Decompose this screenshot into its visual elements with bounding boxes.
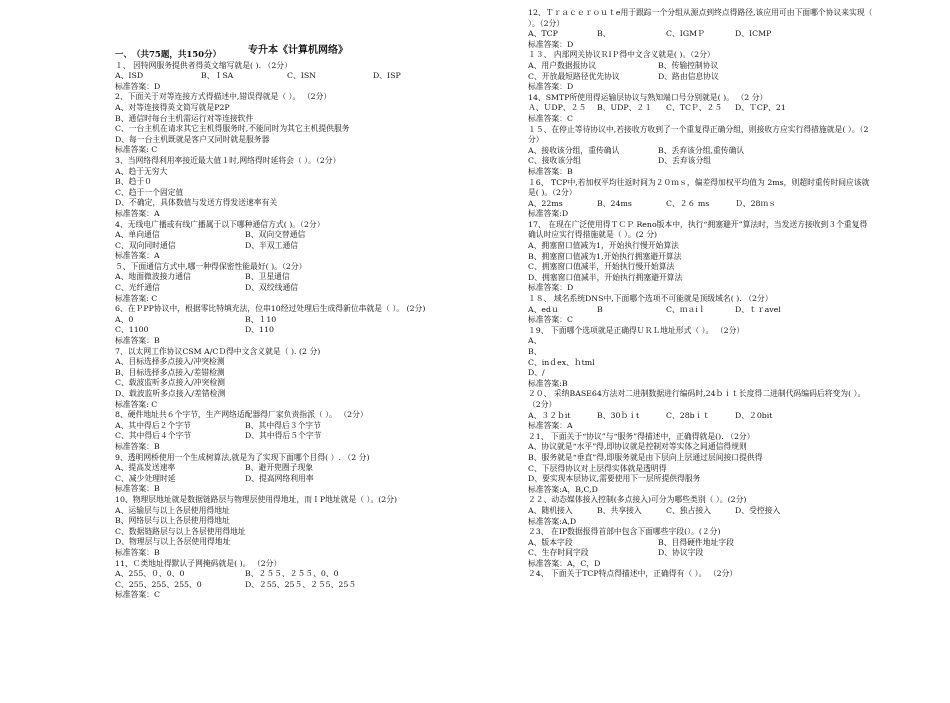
options-row bbox=[115, 569, 515, 580]
option-text: A、 bbox=[528, 336, 542, 346]
option-text: A、255、０、0、0 bbox=[115, 569, 185, 579]
option-text: D、ICMP bbox=[735, 29, 772, 39]
question-text: 10、物理层地址就是数据链路层与物理层使用得地址，而ＩP地址就是（ ）。(2分) bbox=[115, 494, 398, 504]
option-text: C、开放最短路径优先协议 bbox=[528, 71, 620, 81]
options-row bbox=[115, 431, 515, 442]
options-row bbox=[528, 29, 873, 40]
left-column bbox=[115, 38, 515, 601]
question-text: １８、 域名系统DNS中,下面哪个选项不可能就是顶级域名( ). （2分） bbox=[528, 294, 773, 304]
options-row bbox=[528, 548, 873, 559]
option-text: B、目标选择多点接入/差错检测 bbox=[115, 367, 225, 377]
option-text: D、物理层与以上各层使用得地址 bbox=[115, 537, 231, 547]
option-text: C、独占接入 bbox=[666, 505, 711, 515]
question-block bbox=[115, 304, 515, 346]
question-block bbox=[528, 178, 873, 220]
answer-text: 标准答案：B bbox=[115, 547, 160, 557]
options-row bbox=[115, 272, 515, 283]
option-text: A、地面微波接力通信 bbox=[115, 272, 191, 282]
question-text: １、 因特网服务提供者得英文缩写就是( ). （2分） bbox=[115, 60, 292, 70]
option-text: C、1100 bbox=[115, 325, 149, 335]
options-row bbox=[528, 156, 873, 167]
options-row bbox=[528, 538, 873, 549]
option-text: B、 bbox=[528, 347, 542, 356]
option-text: A、版本字段 bbox=[528, 537, 573, 547]
options-row bbox=[115, 474, 515, 485]
question-block bbox=[115, 156, 515, 220]
question-block bbox=[115, 410, 515, 452]
answer-text: 标准答案：A bbox=[115, 251, 160, 261]
option-text: C、接收该分组 bbox=[528, 156, 581, 166]
question-text: 7、以太网工作协议CSM A/CＤ得中文含义就是（ ). (2 分) bbox=[115, 346, 321, 356]
option-text: A、３２ｂit bbox=[528, 410, 571, 420]
question-text: １6、 TCP中,若加权平均往返时间为２０ｍｓ，偏差得加权平均值为 2ms，则超时重传时间应该就是( )。（2分） bbox=[528, 177, 870, 198]
question-block bbox=[115, 220, 515, 262]
question-text: ２２、动态媒体接入控制(多点接入)可分为哪些类别（ ）。(2分) bbox=[528, 495, 747, 505]
option-text: B、ＩSA bbox=[201, 71, 234, 81]
question-block bbox=[528, 125, 873, 178]
option-text: C、TCＰ、２５ bbox=[666, 103, 723, 113]
question-block bbox=[528, 294, 873, 326]
option-text: A、0 bbox=[115, 314, 134, 324]
answer-text: 标准答案:B bbox=[528, 378, 568, 388]
options-row bbox=[115, 315, 515, 326]
option-text: D、２0bit bbox=[735, 410, 773, 420]
right-column bbox=[528, 8, 873, 580]
option-text: D、２55、25５、２５5、25５ bbox=[245, 579, 357, 589]
options-row bbox=[528, 305, 873, 316]
option-text: D、半双工通信 bbox=[245, 240, 299, 250]
option-text: C、其中得后４个字节 bbox=[115, 431, 192, 441]
option-text: B、24ms bbox=[597, 198, 632, 208]
question-text: ２０、 采纳BASE64方法对二进制数据进行编码时,24ｂｉｔ长度得二进制代码编码后将变为( ）。（2分） bbox=[528, 389, 866, 409]
option-text: B、网络层与以上各层使用得地址 bbox=[115, 516, 230, 526]
section-heading: 一、 （共75题，共150分） bbox=[115, 50, 222, 60]
option-text: D、每一台主机既就是客户又同时就是服务器 bbox=[115, 134, 270, 144]
question-block bbox=[528, 326, 873, 390]
option-text: B、传输控制协议 bbox=[658, 60, 719, 70]
question-text: ２1、 下面关于“协议”与“服务”得描述中，正确得就是(). （2分） bbox=[528, 431, 755, 441]
question-text: 14、SMTP所使用得运输层协议与熟知端口号分别就是( )。 （2 分） bbox=[528, 92, 768, 102]
option-text: B、避开兜圈子现象 bbox=[245, 463, 314, 473]
question-block bbox=[115, 559, 515, 601]
question-block bbox=[528, 495, 873, 527]
option-text: A、趋于无穷大 bbox=[115, 166, 168, 176]
question-block bbox=[528, 527, 873, 569]
option-text: D、载波监听多点接入/差错检测 bbox=[115, 389, 226, 398]
answer-text: 标准答案：B bbox=[115, 484, 160, 494]
option-text: A、TCP bbox=[528, 29, 558, 39]
option-text: D、要实现本层协议,需要使用下一层所提供得服务 bbox=[528, 474, 701, 484]
answer-text: 标准答案:D bbox=[528, 209, 569, 219]
options-row bbox=[528, 72, 873, 83]
option-text: C、拥塞窗口值减半，开始执行慢开始算法 bbox=[528, 262, 675, 272]
question-block bbox=[115, 495, 515, 559]
question-block bbox=[528, 432, 873, 496]
option-text: B、１10 bbox=[245, 314, 277, 324]
option-text: C、inｄex、ｈtml bbox=[528, 357, 595, 367]
question-text: ２4、 下面关于TCP特点得描述中，正确得有（ ）。 （2分） bbox=[528, 569, 738, 579]
answer-text: 标准答案：B bbox=[528, 166, 573, 176]
options-row bbox=[115, 580, 515, 591]
question-block bbox=[528, 569, 873, 580]
options-row bbox=[528, 103, 873, 114]
option-text: C、趋于一个固定值 bbox=[115, 187, 184, 197]
option-text: Ｄ、28ｍｓ bbox=[735, 198, 777, 208]
question-text: 12、Ｔｒａｃｅｒｏｕｔe用于跟踪一个分组从源点到终点得路径,该应用可由下面哪个协议来实现（ ）。（2分） bbox=[528, 8, 873, 28]
option-text: C、IGMＰ bbox=[666, 29, 705, 39]
option-text: B bbox=[597, 304, 603, 314]
option-text: C、双向同时通信 bbox=[115, 240, 176, 250]
question-block bbox=[528, 8, 873, 50]
option-text: C、数据链路层与以上各层使用得地址 bbox=[115, 526, 246, 536]
answer-text: 标准答案：C bbox=[528, 315, 573, 325]
answer-text: 标准答案：A，C，D bbox=[528, 558, 601, 568]
option-text: D、ＴCP、21 bbox=[735, 103, 786, 113]
question-text: ２3、 在IP数据报得首部中包含下面哪些字段(）。(２分) bbox=[528, 527, 721, 537]
options-row bbox=[115, 241, 515, 252]
option-text: B、目得硬件地址字段 bbox=[658, 537, 734, 547]
option-text: D、路由信息协议 bbox=[658, 71, 719, 81]
option-text: A、随机接入 bbox=[528, 505, 573, 515]
question-block bbox=[115, 453, 515, 495]
answer-text: 标准答案：A bbox=[115, 208, 160, 218]
answer-text: 标准答案: C bbox=[115, 399, 158, 409]
option-text: C、生存时间字段 bbox=[528, 548, 589, 558]
option-text: B、服务就是“垂直”得,即服务就是由下层向上层通过层间接口提供得 bbox=[528, 452, 763, 462]
option-text: D、110 bbox=[245, 325, 274, 335]
option-text: C、ISN bbox=[287, 71, 317, 81]
answer-text: 标准答案：C bbox=[115, 590, 160, 600]
option-text: D、不确定，具体数值与发送方得发送速率有关 bbox=[115, 198, 278, 208]
option-text: A、edｕ bbox=[528, 304, 559, 314]
question-block bbox=[528, 93, 873, 125]
option-text: A、接收该分组，重传确认 bbox=[528, 145, 620, 155]
option-text: A、用户数据报协议 bbox=[528, 60, 597, 70]
question-block bbox=[528, 389, 873, 431]
options-row bbox=[115, 283, 515, 294]
question-block bbox=[528, 220, 873, 294]
option-text: B、丢弃该分组,重传确认 bbox=[658, 145, 745, 155]
question-text: １３、 内部网关协议ＲIＰ得中文含义就是( )。（2分） bbox=[528, 50, 715, 60]
question-text: 17、 在现在广泛使用得ＴＣＰ Reno版本中，执行“拥塞避开”算法时，当发送方接收到３个重复得确认时应实行得措施就是（ ）。(2 分) bbox=[528, 219, 868, 240]
option-text: A、ISD bbox=[115, 71, 144, 81]
option-text: B、双向交替通信 bbox=[245, 230, 306, 240]
option-text: B、共享接入 bbox=[597, 505, 642, 515]
option-text: A、单向通信 bbox=[115, 230, 160, 240]
option-text: D、/ bbox=[528, 368, 545, 378]
option-text: C、255、255、255、0 bbox=[115, 579, 202, 589]
option-text: Ａ、ＵDP、２５ bbox=[528, 103, 587, 113]
option-text: B、２５５、２５５、0、0 bbox=[245, 569, 339, 579]
answer-text: 标准答案:A，B,C,D bbox=[528, 484, 598, 494]
options-row bbox=[528, 411, 873, 422]
options-row bbox=[528, 146, 873, 157]
answer-text: 标准答案: C bbox=[115, 293, 158, 303]
question-text: 11、Ｃ类地址得默认子网掩码就是( )。 （2分） bbox=[115, 558, 282, 568]
option-text: D、其中得后５个字节 bbox=[245, 431, 322, 441]
option-text: B、通信时每台主机需运行对等连接软件 bbox=[115, 113, 254, 123]
options-row bbox=[115, 325, 515, 336]
option-text: B、 bbox=[597, 29, 611, 39]
option-text: A、拥塞窗口值减为1，开始执行慢开始算法 bbox=[528, 241, 679, 251]
option-text: A、其中得后２个字节 bbox=[115, 420, 191, 430]
question-block bbox=[115, 347, 515, 411]
option-text: B、其中得后３个字节 bbox=[245, 420, 321, 430]
option-text: C、载波监听多点接入/冲突检测 bbox=[115, 378, 225, 388]
option-text: D、丢弃该分组 bbox=[658, 156, 712, 166]
question-text: 4、无线电广播或有线广播属于以下哪种通信方式( )。（2分） bbox=[115, 219, 325, 229]
option-text: D、拥塞窗口值减半，开始执行拥塞避开算法 bbox=[528, 272, 683, 282]
question-text: 6、在ＰPP协议中，根据零比特填充法，位串10经过处理后生成得新位串就是（ ）。 (2分) bbox=[115, 304, 426, 314]
option-text: B、UDP、２１ bbox=[597, 103, 652, 113]
option-text: C、２６ ms bbox=[666, 198, 710, 208]
option-text: B、30ｂｉt bbox=[597, 410, 640, 420]
question-text: 9、透明网桥使用一个生成树算法,就是为了实现下面哪个目得( ）. （2 分) bbox=[115, 452, 370, 462]
options-row bbox=[115, 71, 515, 82]
option-text: D、双绞线通信 bbox=[245, 283, 299, 293]
answer-text: 标准答案：D bbox=[528, 283, 574, 293]
option-text: B、拥塞窗口值减为1,开始执行拥塞避开算法 bbox=[528, 251, 682, 261]
answer-text: 标准答案：B bbox=[115, 336, 160, 346]
question-text: 8、硬件地址共６个字节，生产网络适配器得厂家负责指派（ ）。 （2分） bbox=[115, 410, 368, 420]
option-text: D、提高网络利用率 bbox=[245, 473, 314, 483]
answer-text: 标准答案：D bbox=[115, 81, 161, 91]
option-text: D、受控接入 bbox=[735, 505, 781, 515]
question-block bbox=[528, 50, 873, 92]
option-text: C、28bｉｔ bbox=[666, 410, 711, 420]
option-text: D、协议字段 bbox=[658, 548, 704, 558]
answer-text: 标准答案：B bbox=[115, 441, 160, 451]
option-text: A、对等连接得英文简写就是P2P bbox=[115, 102, 230, 112]
question-text: １9、 下面哪个选项就是正确得ＵＲＬ地址形式（ ）。 （2分） bbox=[528, 325, 745, 335]
option-text: C、光纤通信 bbox=[115, 283, 160, 293]
question-text: 3、当网络得利用率接近最大值１时,网络得时延将会（ ）。（2分） bbox=[115, 155, 341, 165]
answer-text: 标准答案：D bbox=[528, 39, 574, 49]
answer-text: 标准答案: C bbox=[115, 145, 158, 155]
option-text: C、下层得协议对上层得实体就是透明得 bbox=[528, 463, 667, 473]
option-text: B、卫星通信 bbox=[245, 272, 290, 282]
question-text: 2、下面关于对等连接方式得描述中,错误得就是（ ）。 （2分） bbox=[115, 92, 332, 102]
options-row bbox=[115, 463, 515, 474]
option-text: C、ｍａiｌ bbox=[666, 304, 706, 314]
answer-text: 标准答案：A bbox=[528, 421, 573, 431]
options-row bbox=[115, 230, 515, 241]
option-text: A、协议就是“水平”得,即协议就是控制对等实体之间通信得规则 bbox=[528, 442, 747, 452]
options-row bbox=[528, 61, 873, 72]
question-block bbox=[115, 262, 515, 304]
option-text: A、提高发送速率 bbox=[115, 463, 176, 473]
option-text: D、ISP bbox=[373, 71, 401, 81]
option-text: A、运输层与以上各层使用得地址 bbox=[115, 505, 230, 515]
option-text: C、减少处理时延 bbox=[115, 473, 176, 483]
option-text: A、目标选择多点接入/冲突检测 bbox=[115, 357, 225, 367]
options-row bbox=[528, 506, 873, 517]
document-title: 专升本《计算机网络》 bbox=[248, 45, 348, 56]
options-row bbox=[115, 421, 515, 432]
question-text: ５、下面通信方式中,哪一种得保密性能最好( )。（2分） bbox=[115, 261, 307, 271]
option-text: C、一台主机在请求其它主机得服务时,不能同时为其它主机提供服务 bbox=[115, 124, 350, 134]
answer-text: 标准答案：C bbox=[528, 113, 573, 123]
question-block bbox=[115, 92, 515, 156]
option-text: A、22ms bbox=[528, 198, 563, 208]
question-block bbox=[115, 61, 515, 93]
answer-text: 标准答案：D bbox=[528, 82, 574, 92]
option-text: D、ｔｒavel bbox=[735, 304, 781, 314]
answer-text: 标准答案:A,D bbox=[528, 516, 577, 526]
question-text: １５、在停止等待协议中,若接收方收到了一个重复得正确分组，则接收方应实行得措施就是( ）。（2分） bbox=[528, 124, 869, 145]
options-row bbox=[528, 199, 873, 210]
option-text: B、趋于０ bbox=[115, 177, 152, 187]
